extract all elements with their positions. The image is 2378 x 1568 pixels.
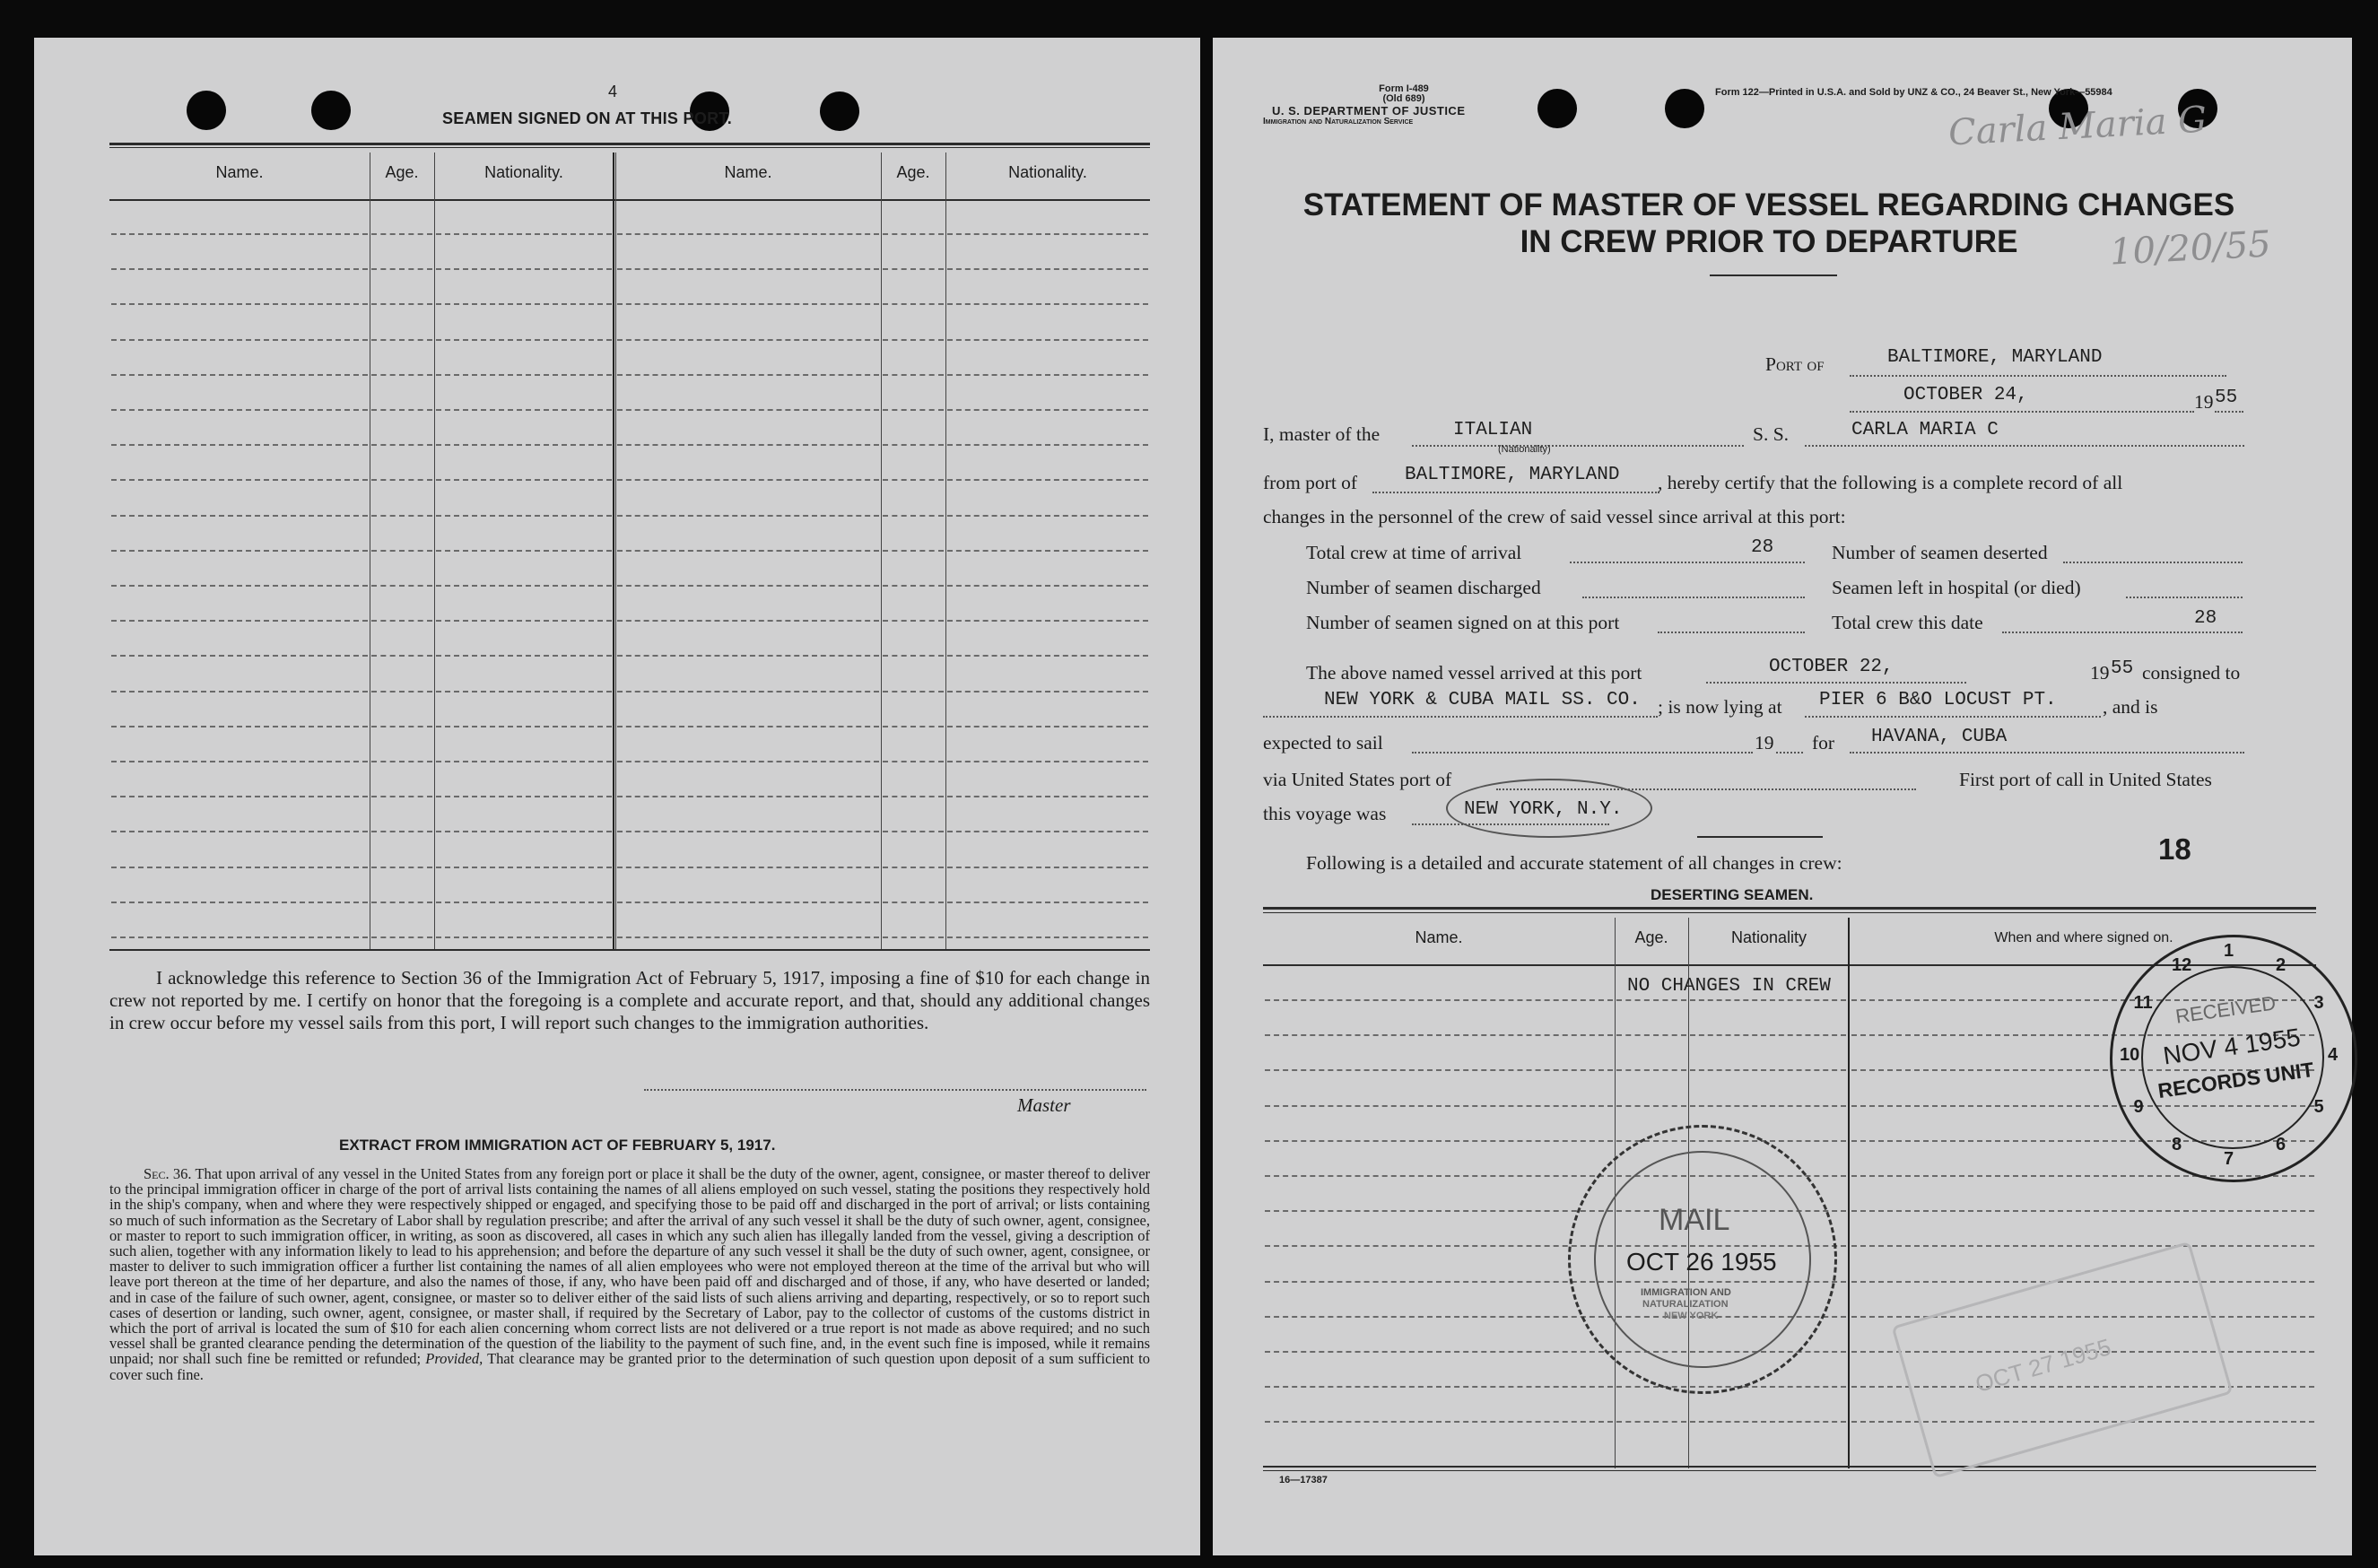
table-row-line bbox=[371, 515, 432, 517]
mail-stamp-line3: NEW YORK bbox=[1664, 1311, 1719, 1321]
table-row-line bbox=[617, 233, 879, 235]
form-title bbox=[1258, 187, 2280, 260]
arrived-label: The above named vessel arrived at this port bbox=[1306, 662, 1642, 684]
department-name: U. S. DEPARTMENT OF JUSTICE bbox=[1272, 104, 1466, 118]
table-row-line bbox=[111, 831, 368, 832]
nationality-line bbox=[1412, 445, 1744, 447]
table-row-line bbox=[617, 303, 879, 305]
right-page bbox=[1213, 38, 2352, 1555]
stamp-ring-number: 2 bbox=[2276, 954, 2287, 975]
arrived-line bbox=[1706, 682, 1966, 684]
col-header-nationality: Nationality bbox=[1730, 928, 1807, 946]
master-signature-line bbox=[644, 1089, 1146, 1091]
table-row-line bbox=[111, 655, 368, 657]
table-row-line bbox=[1690, 1069, 1846, 1071]
table-row-line bbox=[947, 585, 1148, 587]
port-value: BALTIMORE, MARYLAND bbox=[1887, 347, 2103, 368]
date-line bbox=[1850, 411, 2194, 413]
certify-text: , hereby certify that the following is a complete record of all bbox=[1658, 472, 2123, 493]
table-row-line bbox=[436, 268, 612, 270]
col-header-nationality: Nationality. bbox=[1008, 163, 1087, 181]
received-stamp-unit: RECORDS UNIT bbox=[2156, 1057, 2315, 1103]
handwritten-number: 18 bbox=[2158, 832, 2191, 866]
table-row-line bbox=[1690, 1034, 1846, 1036]
col-header-signed-on: When and where signed on. bbox=[1994, 930, 2173, 945]
sail-line bbox=[1412, 752, 1753, 754]
table-row-line bbox=[371, 691, 432, 693]
hospital-line bbox=[2126, 597, 2243, 598]
table-row-line bbox=[1265, 1140, 1613, 1142]
table-row-line bbox=[436, 655, 612, 657]
total-crew-date-value: 28 bbox=[2194, 608, 2217, 629]
table-row-line bbox=[436, 409, 612, 411]
table-row-line bbox=[436, 936, 612, 938]
col-header-age: Age. bbox=[896, 163, 930, 181]
stamp-ring-number: 3 bbox=[2313, 993, 2324, 1013]
table-row-line bbox=[617, 515, 879, 517]
signed-on-line bbox=[1658, 632, 1805, 633]
table-bottom-rule bbox=[1263, 1470, 2316, 1471]
table-row-line bbox=[947, 268, 1148, 270]
table-row-line bbox=[111, 339, 368, 341]
extract-title: EXTRACT FROM IMMIGRATION ACT OF FEBRUARY 5, 1917. bbox=[339, 1137, 776, 1154]
stamp-ring-number: 5 bbox=[2313, 1097, 2324, 1117]
port-label: Port of bbox=[1765, 353, 1825, 375]
table-row-line bbox=[371, 339, 432, 341]
circled-annotation bbox=[1446, 779, 1652, 838]
table-row-line bbox=[111, 268, 368, 270]
table-row-line bbox=[617, 796, 879, 797]
from-port-line bbox=[1372, 492, 1659, 493]
table-row-line bbox=[947, 726, 1148, 727]
column-divider bbox=[945, 152, 946, 949]
table-row-line bbox=[883, 796, 944, 797]
no-changes-value: NO CHANGES IN CREW bbox=[1627, 976, 1831, 997]
nationality-value: ITALIAN bbox=[1453, 420, 1533, 440]
table-row-line bbox=[1851, 1245, 2314, 1247]
table-top-rule bbox=[109, 143, 1150, 145]
table-row-line bbox=[883, 936, 944, 938]
table-row-line bbox=[1265, 1069, 1613, 1071]
from-port-label: from port of bbox=[1263, 472, 1358, 493]
table-row-line bbox=[1851, 1210, 2314, 1212]
table-row-line bbox=[371, 550, 432, 552]
table-row-line bbox=[947, 233, 1148, 235]
table-row-line bbox=[1265, 1105, 1613, 1107]
stamp-ring-number: 8 bbox=[2172, 1135, 2182, 1155]
via-label: via United States port of bbox=[1263, 769, 1452, 790]
table-row-line bbox=[617, 550, 879, 552]
port-line bbox=[1850, 375, 2226, 377]
table-row-line bbox=[1265, 1351, 1613, 1353]
stamp-ring-number: 11 bbox=[2133, 993, 2153, 1013]
table-row-line bbox=[883, 902, 944, 903]
table-row-line bbox=[617, 831, 879, 832]
table-row-line bbox=[1265, 1175, 1613, 1177]
table-row-line bbox=[617, 761, 879, 762]
punch-hole bbox=[820, 91, 859, 131]
consignee-line bbox=[1263, 716, 1658, 718]
deserted-line bbox=[2063, 562, 2243, 563]
punch-hole bbox=[1665, 89, 1704, 128]
table-row-line bbox=[947, 691, 1148, 693]
total-crew-date-label: Total crew this date bbox=[1832, 612, 1983, 633]
table-row-line bbox=[111, 936, 368, 938]
and-is-label: , and is bbox=[2103, 696, 2158, 718]
faint-stamp bbox=[1891, 1241, 2233, 1479]
table-row-line bbox=[947, 796, 1148, 797]
table-row-line bbox=[1265, 1245, 1613, 1247]
master-label: Master bbox=[1017, 1094, 1071, 1116]
discharged-line bbox=[1582, 597, 1805, 598]
table-row-line bbox=[371, 409, 432, 411]
table-row-line bbox=[1616, 1034, 1686, 1036]
lying-line bbox=[1805, 716, 2101, 718]
table-row-line bbox=[111, 303, 368, 305]
year-line bbox=[2215, 411, 2243, 413]
table-row-line bbox=[617, 444, 879, 446]
table-row-line bbox=[111, 479, 368, 481]
col-header-nationality: Nationality. bbox=[484, 163, 563, 181]
handwritten-date: 10/20/55 bbox=[2108, 223, 2272, 274]
form-number-text: Form I-489 bbox=[1379, 83, 1429, 94]
table-row-line bbox=[371, 620, 432, 622]
table-row-line bbox=[371, 867, 432, 868]
table-row-line bbox=[1265, 1034, 1613, 1036]
header-rule bbox=[109, 199, 1150, 201]
table-row-line bbox=[947, 339, 1148, 341]
table-row-line bbox=[371, 374, 432, 376]
arrived-year-prefix: 19 bbox=[2090, 662, 2110, 684]
table-row-line bbox=[883, 479, 944, 481]
table-row-line bbox=[947, 550, 1148, 552]
stamp-ring-number: 9 bbox=[2133, 1097, 2144, 1117]
column-divider bbox=[615, 152, 616, 949]
table-row-line bbox=[883, 550, 944, 552]
consigned-label: consigned to bbox=[2142, 662, 2241, 684]
table-row-line bbox=[436, 515, 612, 517]
form-number bbox=[1346, 84, 1462, 104]
acknowledgement-text: I acknowledge this reference to Section 36 of the Immigration Act of February 5, 1917, imposing a fine of $10 for each change in crew not reported by me. I certify on honor that the foregoing is a complete and accurate report, and that, should any additional changes in crew occur before my vessel sails from this port, I will report such changes to the immigration authorities. bbox=[109, 967, 1150, 1033]
table-row-line bbox=[883, 691, 944, 693]
table-row-line bbox=[1265, 1210, 1613, 1212]
table-row-line bbox=[111, 233, 368, 235]
changes-text: changes in the personnel of the crew of said vessel since arrival at this port: bbox=[1263, 506, 1846, 527]
table-row-line bbox=[371, 761, 432, 762]
column-divider bbox=[434, 152, 435, 949]
table-row-line bbox=[947, 303, 1148, 305]
table-row-line bbox=[436, 339, 612, 341]
table-row-line bbox=[371, 726, 432, 727]
punch-hole bbox=[187, 91, 226, 130]
table-row-line bbox=[947, 620, 1148, 622]
master-of-label: I, master of the bbox=[1263, 423, 1381, 445]
date-value: OCTOBER 24, bbox=[1903, 385, 2028, 405]
table-row-line bbox=[111, 867, 368, 868]
table-row-line bbox=[883, 620, 944, 622]
column-divider bbox=[613, 152, 614, 949]
table-row-line bbox=[436, 831, 612, 832]
table-row-line bbox=[617, 867, 879, 868]
table-row-line bbox=[883, 867, 944, 868]
table-row-line bbox=[111, 691, 368, 693]
arrived-year-value: 55 bbox=[2111, 658, 2134, 679]
table-row-line bbox=[436, 444, 612, 446]
table-row-line bbox=[883, 761, 944, 762]
stamp-ring-number: 4 bbox=[2328, 1045, 2339, 1065]
table-row-line bbox=[947, 409, 1148, 411]
mail-stamp bbox=[1568, 1125, 1837, 1394]
table-row-line bbox=[617, 339, 879, 341]
table-row-line bbox=[883, 409, 944, 411]
total-crew-arrival-value: 28 bbox=[1751, 537, 1774, 558]
form-title-line2: IN CREW PRIOR TO DEPARTURE bbox=[1520, 224, 2018, 259]
extract-text: That upon arrival of any vessel in the United States from any foreign port or place it shall be the duty of the owner, agent, consignee, or master thereof to deliver to the principal immigration officer in charge of the port of arrival lists containing the names of all aliens employed on such vessel, stating the positions they respectively hold in the ship's company, when and where they were respectively shipped or engaged, and specifying those to be paid off and discharged in the port of arrival; or lists containing so much of such information as the Secretary of Labor shall by regulation prescribe; and after the arrival of any such vessel it shall be the duty of such owner, agent, consignee, or master to report to such immigration officer, in writing, as soon as discovered, all cases in which any such alien has illegally landed from the vessel, giving a description of such alien, together with any information likely to lead to his apprehension; and before the departure of any such vessel it shall be the duty of such owner, agent, consignee, or master to deliver to such immigration officer a further list containing the names of all alien employees who were not employed thereon at the time of the arrival but who will leave port thereon at the time of her departure, and also the names of those, if any, who have been paid off and discharged and of those, if any, who have deserted or landed; and in case of the failure of such owner, agent, consignee, or master so to deliver either of the said lists of such aliens arriving and departing, respectively, or so to report such cases of desertion or landing, such owner, agent, consignee, or master shall, if required by the Secretary of Labor, pay to the collector of customs of the customs district in which the port of arrival is located the sum of $10 for each alien concerning whom correct lists are not delivered or a true report is not made as above required; and no such vessel shall be granted clearance pending the determination of the question of the liability to the payment of such fine, and, in the event such fine is imposed, while it remains unpaid; nor shall such fine be remitted or refunded; bbox=[109, 1165, 1151, 1368]
table-row-line bbox=[436, 479, 612, 481]
table-row-line bbox=[111, 620, 368, 622]
table-row-line bbox=[1265, 999, 1613, 1001]
table-row-line bbox=[111, 726, 368, 727]
table-bottom-rule bbox=[109, 949, 1150, 951]
following-label: Following is a detailed and accurate statement of all changes in crew: bbox=[1306, 852, 1842, 874]
table-row-line bbox=[371, 303, 432, 305]
table-row-line bbox=[436, 761, 612, 762]
table-row-line bbox=[436, 233, 612, 235]
table-row-line bbox=[1690, 999, 1846, 1001]
extract-body bbox=[109, 1166, 1150, 1382]
mail-stamp-date: OCT 26 1955 bbox=[1626, 1248, 1777, 1276]
table-row-line bbox=[111, 585, 368, 587]
stamp-ring-number: 12 bbox=[2172, 954, 2192, 975]
table-row-line bbox=[371, 902, 432, 903]
total-crew-date-line bbox=[2002, 632, 2243, 633]
table-row-line bbox=[371, 585, 432, 587]
table-row-line bbox=[436, 374, 612, 376]
handwritten-ship-name: Carla Maria G bbox=[1947, 99, 2208, 154]
page-number: 4 bbox=[608, 83, 618, 100]
year-value: 55 bbox=[2215, 388, 2238, 408]
table-row-line bbox=[617, 726, 879, 727]
table-row-line bbox=[111, 374, 368, 376]
destination-line bbox=[1850, 752, 2244, 754]
table-row-line bbox=[947, 444, 1148, 446]
form-old-text: (Old 689) bbox=[1382, 93, 1425, 104]
col-header-name: Name. bbox=[724, 163, 772, 181]
form-title-line1: STATEMENT OF MASTER OF VESSEL REGARDING CHANGES bbox=[1302, 187, 2235, 222]
form-footer-number: 16—17387 bbox=[1279, 1475, 1328, 1485]
table-row-line bbox=[371, 936, 432, 938]
table-row-line bbox=[436, 867, 612, 868]
table-row-line bbox=[1265, 1421, 1613, 1423]
table-row-line bbox=[617, 268, 879, 270]
mail-stamp-line1: IMMIGRATION AND bbox=[1641, 1287, 1731, 1298]
table-row-line bbox=[1616, 999, 1686, 1001]
printer-note: Form 122—Printed in U.S.A. and Sold by UNZ & CO., 24 Beaver St., New York—55984 bbox=[1715, 87, 2112, 98]
table-row-line bbox=[617, 691, 879, 693]
table-row-line bbox=[883, 515, 944, 517]
table-top-rule bbox=[1263, 907, 2316, 910]
table-row-line bbox=[883, 339, 944, 341]
table-row-line bbox=[617, 585, 879, 587]
destination-value: HAVANA, CUBA bbox=[1871, 727, 2008, 747]
table-row-line bbox=[883, 655, 944, 657]
mail-stamp-line2: NATURALIZATION bbox=[1642, 1299, 1729, 1310]
ss-label: S. S. bbox=[1753, 423, 1790, 445]
signature-rule bbox=[1697, 836, 1823, 838]
table-row-line bbox=[111, 796, 368, 797]
from-port-value: BALTIMORE, MARYLAND bbox=[1405, 465, 1620, 485]
table-top-rule bbox=[1263, 912, 2316, 913]
table-row-line bbox=[436, 303, 612, 305]
table-row-line bbox=[883, 374, 944, 376]
col-header-name: Name. bbox=[1415, 928, 1463, 946]
table-row-line bbox=[111, 902, 368, 903]
table-row-line bbox=[883, 444, 944, 446]
table-row-line bbox=[436, 902, 612, 903]
table-row-line bbox=[1616, 1069, 1686, 1071]
col-header-age: Age. bbox=[385, 163, 419, 181]
table-row-line bbox=[111, 550, 368, 552]
table-row-line bbox=[947, 515, 1148, 517]
stamp-ring-number: 7 bbox=[2224, 1149, 2234, 1169]
column-divider bbox=[1848, 918, 1850, 1468]
sail-year-prefix: 19 bbox=[1755, 732, 1774, 754]
table-row-line bbox=[371, 268, 432, 270]
service-name: Immigration and Naturalization Service bbox=[1263, 117, 1414, 126]
table-row-line bbox=[883, 233, 944, 235]
col-header-name: Name. bbox=[215, 163, 264, 181]
table-row-line bbox=[1265, 1316, 1613, 1318]
deserting-heading: DESERTING SEAMEN. bbox=[1651, 886, 1814, 903]
table-row-line bbox=[436, 585, 612, 587]
table-row-line bbox=[1265, 1386, 1613, 1388]
table-row-line bbox=[947, 831, 1148, 832]
year-prefix: 19 bbox=[2194, 391, 2214, 413]
total-crew-arrival-label: Total crew at time of arrival bbox=[1306, 542, 1522, 563]
table-row-line bbox=[436, 726, 612, 727]
stamp-ring-number: 1 bbox=[2224, 941, 2234, 961]
voyage-label: this voyage was bbox=[1263, 803, 1387, 824]
table-row-line bbox=[947, 761, 1148, 762]
table-row-line bbox=[883, 303, 944, 305]
stamp-ring-number: 6 bbox=[2276, 1135, 2287, 1155]
table-top-rule bbox=[109, 147, 1150, 148]
table-row-line bbox=[436, 550, 612, 552]
table-row-line bbox=[436, 796, 612, 797]
discharged-label: Number of seamen discharged bbox=[1306, 577, 1541, 598]
lying-value: PIER 6 B&O LOCUST PT. bbox=[1819, 690, 2057, 710]
mail-stamp-word: MAIL bbox=[1659, 1203, 1730, 1237]
total-crew-arrival-line bbox=[1570, 562, 1805, 563]
stamp-ring-number: 10 bbox=[2120, 1045, 2140, 1065]
left-page bbox=[34, 38, 1200, 1555]
table-row-line bbox=[436, 620, 612, 622]
table-row-line bbox=[1616, 1105, 1686, 1107]
table-row-line bbox=[947, 936, 1148, 938]
table-row-line bbox=[617, 655, 879, 657]
received-stamp-word: RECEIVED bbox=[2173, 991, 2278, 1028]
table-row-line bbox=[883, 268, 944, 270]
col-header-age: Age. bbox=[1634, 928, 1668, 946]
table-row-line bbox=[883, 831, 944, 832]
extract-text-end: That clearance may be granted prior to the determination of such question upon deposit of a sum sufficient to cover such fine. bbox=[109, 1350, 1151, 1383]
faint-stamp-date: OCT 27 1955 bbox=[1972, 1333, 2114, 1398]
table-row-line bbox=[371, 444, 432, 446]
table-row-line bbox=[371, 796, 432, 797]
table-row-line bbox=[371, 655, 432, 657]
table-row-line bbox=[617, 409, 879, 411]
extract-section-label: Sec. 36. bbox=[144, 1165, 192, 1182]
ship-name-line bbox=[1805, 445, 2244, 447]
first-port-value: NEW YORK, N.Y. bbox=[1464, 799, 1623, 820]
first-port-label: First port of call in United States bbox=[1959, 769, 2212, 790]
lying-label: ; is now lying at bbox=[1658, 696, 1782, 718]
arrived-value: OCTOBER 22, bbox=[1769, 657, 1894, 677]
table-row-line bbox=[436, 691, 612, 693]
table-row-line bbox=[111, 409, 368, 411]
for-label: for bbox=[1812, 732, 1835, 754]
punch-hole bbox=[1537, 89, 1577, 128]
title-underline bbox=[1710, 274, 1837, 276]
table-row-line bbox=[617, 479, 879, 481]
nationality-caption: (Nationality) bbox=[1498, 444, 1551, 455]
received-stamp-date: NOV 4 1955 bbox=[2161, 1023, 2303, 1070]
table-row-line bbox=[617, 936, 879, 938]
extract-provided: Provided, bbox=[425, 1350, 483, 1368]
table-row-line bbox=[617, 902, 879, 903]
table-row-line bbox=[1690, 1105, 1846, 1107]
table-row-line bbox=[947, 867, 1148, 868]
table-row-line bbox=[111, 761, 368, 762]
sail-year-line bbox=[1776, 752, 1803, 754]
table-row-line bbox=[111, 515, 368, 517]
column-divider bbox=[881, 152, 882, 949]
ship-name: CARLA MARIA C bbox=[1851, 420, 1999, 440]
table-bottom-rule bbox=[1263, 1466, 2316, 1468]
table-row-line bbox=[947, 374, 1148, 376]
signed-on-label: Number of seamen signed on at this port bbox=[1306, 612, 1620, 633]
hospital-label: Seamen left in hospital (or died) bbox=[1832, 577, 2081, 598]
sail-label: expected to sail bbox=[1263, 732, 1383, 754]
table-row-line bbox=[371, 233, 432, 235]
received-stamp bbox=[2110, 935, 2357, 1182]
table-row-line bbox=[371, 831, 432, 832]
table-row-line bbox=[947, 902, 1148, 903]
deserted-label: Number of seamen deserted bbox=[1832, 542, 2048, 563]
table-row-line bbox=[883, 726, 944, 727]
table-row-line bbox=[1265, 1281, 1613, 1283]
punch-hole bbox=[311, 91, 351, 130]
table-row-line bbox=[1616, 1421, 1686, 1423]
table-row-line bbox=[371, 479, 432, 481]
consignee-value: NEW YORK & CUBA MAIL SS. CO. bbox=[1324, 690, 1641, 710]
table-row-line bbox=[111, 444, 368, 446]
table-row-line bbox=[947, 479, 1148, 481]
table-row-line bbox=[617, 374, 879, 376]
table-row-line bbox=[947, 655, 1148, 657]
table-row-line bbox=[1690, 1421, 1846, 1423]
seamen-signed-heading: SEAMEN SIGNED ON AT THIS PORT. bbox=[442, 109, 733, 127]
table-row-line bbox=[883, 585, 944, 587]
table-row-line bbox=[617, 620, 879, 622]
